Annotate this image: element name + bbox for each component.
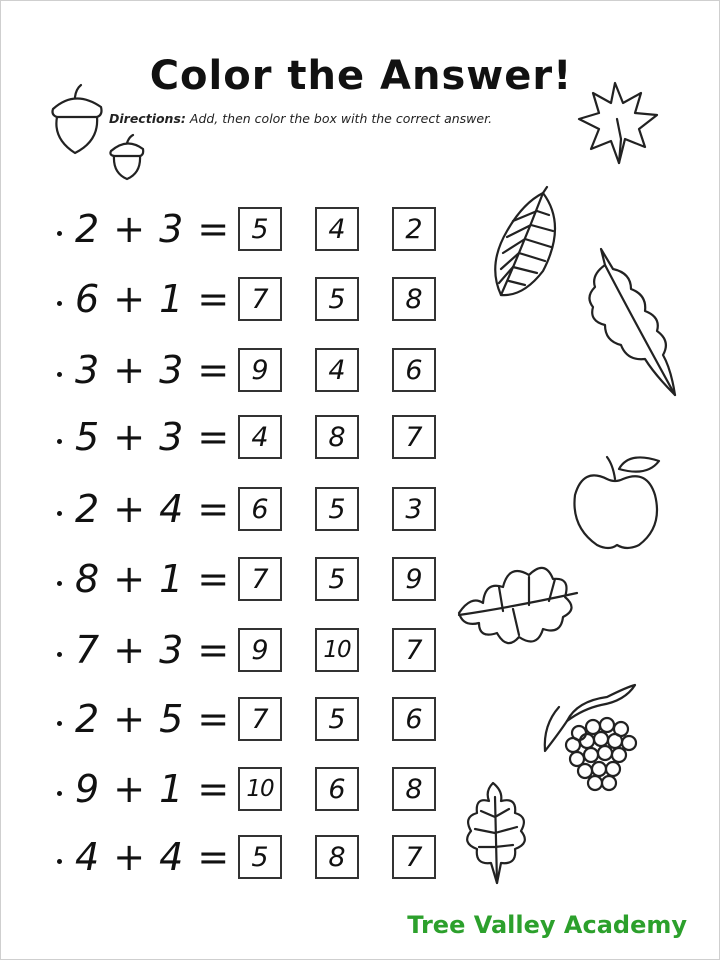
answer-box[interactable]: 5 bbox=[315, 487, 359, 531]
bullet-dot bbox=[57, 652, 62, 657]
answer-box[interactable]: 5 bbox=[238, 207, 282, 251]
answer-box[interactable]: 5 bbox=[238, 835, 282, 879]
answer-box[interactable]: 10 bbox=[315, 628, 359, 672]
answer-box[interactable]: 4 bbox=[315, 348, 359, 392]
oak-leaf-icon bbox=[571, 245, 683, 405]
equation-text: 2 + 4 = bbox=[75, 487, 231, 531]
problem-row bbox=[1, 761, 461, 823]
brand-footer: Tree Valley Academy bbox=[407, 911, 687, 939]
acorn-icon-small bbox=[105, 133, 149, 183]
answer-box[interactable]: 2 bbox=[392, 207, 436, 251]
equation-text: 2 + 3 = bbox=[75, 207, 231, 251]
bullet-dot bbox=[57, 301, 62, 306]
answer-box[interactable]: 5 bbox=[315, 277, 359, 321]
answer-box[interactable]: 8 bbox=[315, 835, 359, 879]
apple-icon bbox=[567, 447, 669, 553]
problem-row bbox=[1, 409, 461, 471]
answer-box[interactable]: 7 bbox=[392, 415, 436, 459]
answer-box[interactable]: 9 bbox=[238, 348, 282, 392]
maple-leaf-icon bbox=[575, 79, 661, 169]
problem-row bbox=[1, 201, 461, 263]
answer-box[interactable]: 4 bbox=[238, 415, 282, 459]
answer-box[interactable]: 7 bbox=[238, 697, 282, 741]
bullet-dot bbox=[57, 511, 62, 516]
answer-box[interactable]: 8 bbox=[392, 767, 436, 811]
problem-row bbox=[1, 829, 461, 891]
answer-box[interactable]: 6 bbox=[392, 697, 436, 741]
problem-row bbox=[1, 622, 461, 684]
answer-box[interactable]: 7 bbox=[238, 277, 282, 321]
equation-text: 5 + 3 = bbox=[75, 415, 231, 459]
equation-text: 3 + 3 = bbox=[75, 348, 231, 392]
answer-box[interactable]: 6 bbox=[392, 348, 436, 392]
directions bbox=[109, 111, 492, 126]
answer-box[interactable]: 9 bbox=[238, 628, 282, 672]
problem-row bbox=[1, 481, 461, 543]
answer-box[interactable]: 3 bbox=[392, 487, 436, 531]
answer-box[interactable]: 10 bbox=[238, 767, 282, 811]
answer-box[interactable]: 8 bbox=[392, 277, 436, 321]
directions-label: Directions: bbox=[109, 111, 186, 126]
acorn-icon bbox=[45, 79, 109, 161]
grapes-icon bbox=[537, 681, 643, 799]
equation-text: 2 + 5 = bbox=[75, 697, 231, 741]
bullet-dot bbox=[57, 372, 62, 377]
problem-row bbox=[1, 342, 461, 404]
page-title: Color the Answer! bbox=[149, 53, 573, 99]
answer-box[interactable]: 7 bbox=[392, 835, 436, 879]
answer-box[interactable]: 5 bbox=[315, 697, 359, 741]
directions-text: Add, then color the box with the correct answer. bbox=[189, 111, 493, 126]
answer-box[interactable]: 8 bbox=[315, 415, 359, 459]
answer-box[interactable]: 9 bbox=[392, 557, 436, 601]
answer-box[interactable]: 7 bbox=[238, 557, 282, 601]
answer-box[interactable]: 7 bbox=[392, 628, 436, 672]
answer-box[interactable]: 6 bbox=[315, 767, 359, 811]
answer-box[interactable]: 4 bbox=[315, 207, 359, 251]
equation-text: 7 + 3 = bbox=[75, 628, 231, 672]
bullet-dot bbox=[57, 791, 62, 796]
problem-row bbox=[1, 551, 461, 613]
equation-text: 4 + 4 = bbox=[75, 835, 231, 879]
oak-leaf-icon-3 bbox=[457, 777, 537, 887]
bullet-dot bbox=[57, 439, 62, 444]
oak-leaf-icon-2 bbox=[453, 557, 583, 653]
answer-box[interactable]: 6 bbox=[238, 487, 282, 531]
striped-leaf-icon bbox=[483, 185, 573, 305]
bullet-dot bbox=[57, 231, 62, 236]
problem-row bbox=[1, 271, 461, 333]
bullet-dot bbox=[57, 721, 62, 726]
bullet-dot bbox=[57, 581, 62, 586]
problem-row bbox=[1, 691, 461, 753]
equation-text: 9 + 1 = bbox=[75, 767, 231, 811]
bullet-dot bbox=[57, 859, 62, 864]
answer-box[interactable]: 5 bbox=[315, 557, 359, 601]
equation-text: 8 + 1 = bbox=[75, 557, 231, 601]
equation-text: 6 + 1 = bbox=[75, 277, 231, 321]
